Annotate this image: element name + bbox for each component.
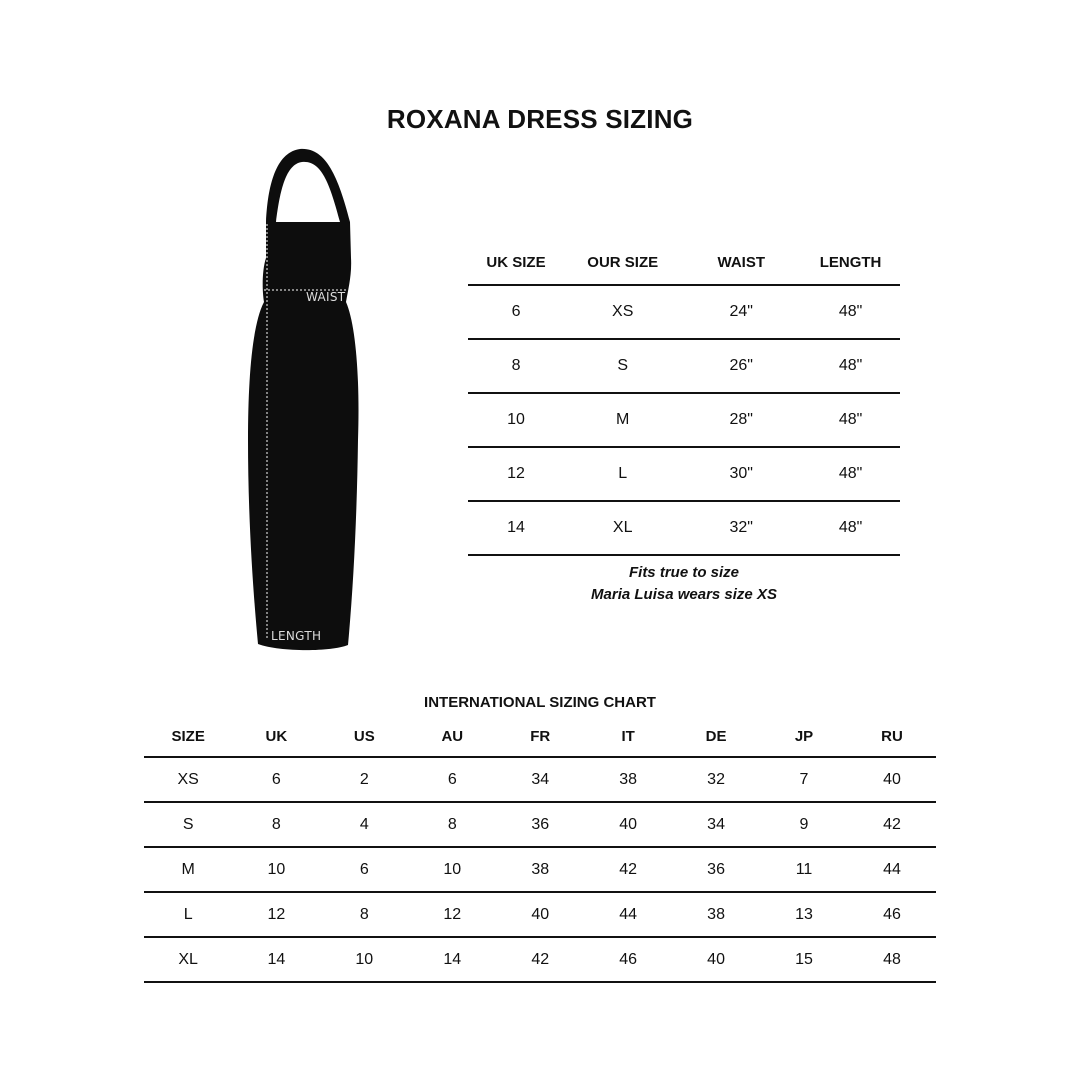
table-row [144,847,936,892]
header-fr: FR [496,716,584,757]
cell-us: 10 [320,937,408,982]
cell-uk: 12 [232,892,320,937]
cell-us: 8 [320,892,408,937]
header-it: IT [584,716,672,757]
cell-ru: 46 [848,892,936,937]
cell-ru: 48 [848,937,936,982]
cell-jp: 9 [760,802,848,847]
header-ru: RU [848,716,936,757]
cell-au: 8 [408,802,496,847]
cell-us: 6 [320,847,408,892]
fit-note-model-size: Maria Luisa wears size XS [591,586,777,603]
fit-notes [468,562,900,606]
table-row [144,802,936,847]
halter-strap [266,149,350,222]
header-de: DE [672,716,760,757]
cell-fr: 40 [496,892,584,937]
header-waist: WAIST [681,240,801,285]
length-label: LENGTH [271,629,322,643]
table-row [144,937,936,982]
cell-fr: 42 [496,937,584,982]
cell-our-size: L [564,447,681,501]
header-jp: JP [760,716,848,757]
cell-uk: 10 [232,847,320,892]
table-row [468,447,900,501]
size-table-header-row [468,240,900,285]
cell-length: 48" [801,339,900,393]
header-au: AU [408,716,496,757]
cell-us: 4 [320,802,408,847]
cell-size: XS [144,757,232,802]
table-row [468,501,900,555]
cell-length: 48" [801,447,900,501]
cell-ru: 42 [848,802,936,847]
cell-length: 48" [801,393,900,447]
cell-size: S [144,802,232,847]
cell-uk: 6 [232,757,320,802]
cell-au: 12 [408,892,496,937]
table-row [144,757,936,802]
cell-waist: 24" [681,285,801,339]
cell-it: 40 [584,802,672,847]
cell-us: 2 [320,757,408,802]
header-length: LENGTH [801,240,900,285]
table-row [468,339,900,393]
cell-jp: 7 [760,757,848,802]
cell-de: 34 [672,802,760,847]
cell-jp: 11 [760,847,848,892]
cell-uk-size: 12 [468,447,564,501]
cell-uk-size: 8 [468,339,564,393]
cell-size: L [144,892,232,937]
cell-au: 6 [408,757,496,802]
cell-ru: 44 [848,847,936,892]
cell-our-size: XS [564,285,681,339]
cell-fr: 38 [496,847,584,892]
cell-au: 14 [408,937,496,982]
cell-uk-size: 14 [468,501,564,555]
cell-fr: 36 [496,802,584,847]
page-title: ROXANA DRESS SIZING [386,104,694,134]
dress-body [248,222,359,650]
header-us: US [320,716,408,757]
cell-de: 32 [672,757,760,802]
cell-ru: 40 [848,757,936,802]
cell-jp: 15 [760,937,848,982]
cell-de: 38 [672,892,760,937]
cell-it: 46 [584,937,672,982]
cell-our-size: S [564,339,681,393]
cell-uk-size: 6 [468,285,564,339]
cell-size: XL [144,937,232,982]
cell-it: 38 [584,757,672,802]
cell-uk: 8 [232,802,320,847]
cell-fr: 34 [496,757,584,802]
cell-uk-size: 10 [468,393,564,447]
table-row [468,285,900,339]
table-row [468,393,900,447]
international-chart-title: INTERNATIONAL SIZING CHART [424,694,656,711]
waist-label: WAIST [306,290,346,304]
cell-our-size: XL [564,501,681,555]
international-header-row [144,716,936,757]
cell-waist: 26" [681,339,801,393]
international-size-table [144,716,936,983]
cell-it: 44 [584,892,672,937]
cell-it: 42 [584,847,672,892]
cell-waist: 28" [681,393,801,447]
header-uk-size: UK SIZE [468,240,564,285]
cell-our-size: M [564,393,681,447]
cell-de: 36 [672,847,760,892]
cell-length: 48" [801,501,900,555]
header-uk: UK [232,716,320,757]
header-our-size: OUR SIZE [564,240,681,285]
size-table [468,240,900,556]
dress-illustration [230,140,380,660]
cell-uk: 14 [232,937,320,982]
header-size: SIZE [144,716,232,757]
cell-size: M [144,847,232,892]
cell-waist: 32" [681,501,801,555]
cell-jp: 13 [760,892,848,937]
fit-note-true-to-size: Fits true to size [628,564,740,581]
cell-au: 10 [408,847,496,892]
cell-de: 40 [672,937,760,982]
cell-length: 48" [801,285,900,339]
cell-waist: 30" [681,447,801,501]
table-row [144,892,936,937]
